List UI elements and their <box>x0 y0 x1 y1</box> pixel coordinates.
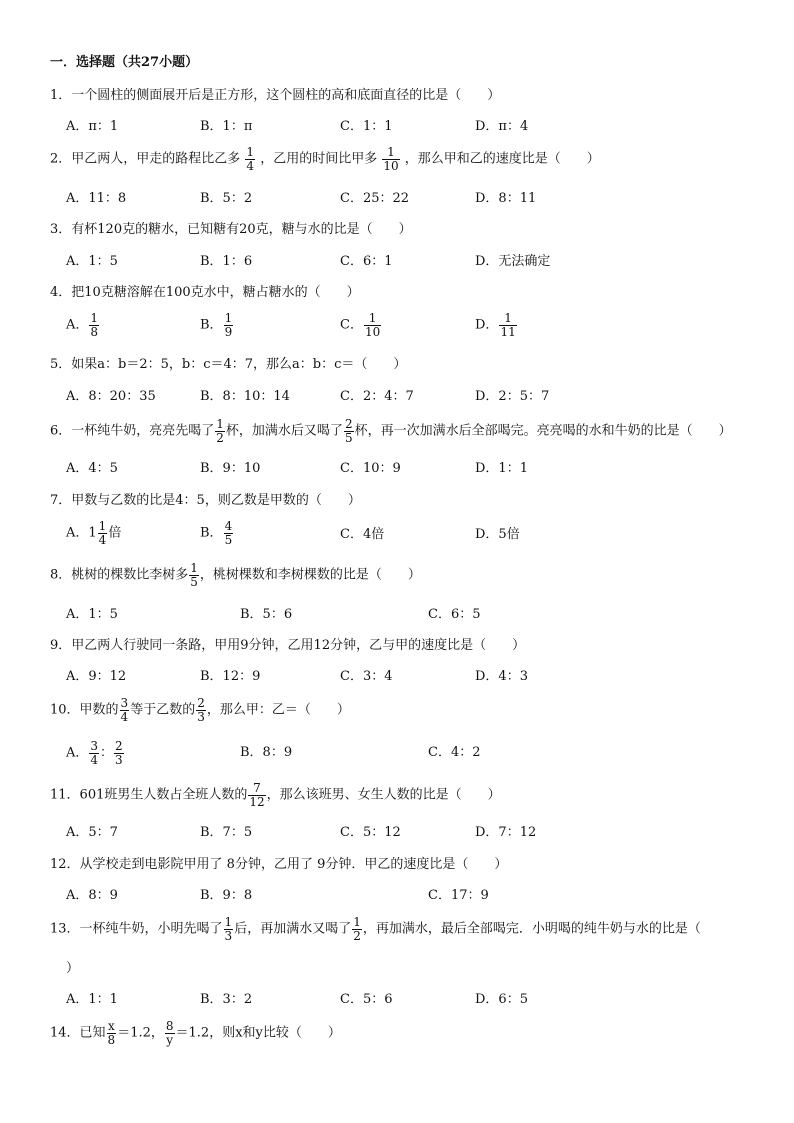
q8-option-a: A．1：5 <box>66 607 118 622</box>
q2-option-b: B．5：2 <box>200 191 253 206</box>
q1-option-c: C．1：1 <box>340 119 393 134</box>
q2-fraction-2-den: 10 <box>383 158 399 173</box>
q2-fraction-1-den: 4 <box>246 158 255 173</box>
q10-option-a-fraction-1 <box>89 740 99 766</box>
q7-option-b <box>200 520 234 546</box>
q10-option-a-sep: ： <box>100 745 114 761</box>
q6-option-c: C．10：9 <box>340 461 401 476</box>
q10-option-a-num-1: 3 <box>90 739 99 753</box>
q9-option-c: C．3：4 <box>340 669 393 684</box>
q11-option-c: C．5：12 <box>340 825 401 840</box>
q10-option-a-label: A． <box>66 745 89 761</box>
q13-fraction-1-num: 1 <box>224 915 233 929</box>
q4-option-a-den: 8 <box>90 324 99 339</box>
q5-option-d: D．2：5：7 <box>475 389 550 404</box>
q14-fraction-1-num: x <box>107 1019 115 1033</box>
q6-text-pre: 6．一杯纯牛奶，亮亮先喝了 <box>50 423 215 439</box>
q4-option-a-label: A． <box>66 317 89 333</box>
q2-option-c: C．25：22 <box>340 191 410 206</box>
q8-option-b: B．5：6 <box>240 607 293 622</box>
q7-option-a-label: A． <box>66 525 89 541</box>
q14-fraction-2 <box>165 1020 175 1046</box>
q11-text-pre: 11．601班男生人数占全班人数的 <box>50 787 248 803</box>
q11-fraction-1-num: 7 <box>248 782 265 796</box>
q6-fraction-2-den: 5 <box>344 430 353 445</box>
q3-option-c: C．6：1 <box>340 254 393 269</box>
question-1: 1．一个圆柱的侧面展开后是正方形，这个圆柱的高和底面直径的比是（ ） <box>50 88 501 103</box>
q10-option-b: B．8：9 <box>240 745 293 760</box>
q13-text-continuation: ） <box>66 961 80 976</box>
q11-option-a: A．5：7 <box>66 825 118 840</box>
q14-fraction-2-den: y <box>166 1032 174 1047</box>
q10-fraction-2 <box>196 697 206 723</box>
q12-option-a: A．8：9 <box>66 888 118 903</box>
question-11 <box>50 782 501 808</box>
q8-fraction-1-den: 5 <box>190 574 198 589</box>
q7-option-a-whole: 1 <box>88 525 97 541</box>
q2-fraction-1-num: 1 <box>246 145 255 159</box>
q2-fraction-2-num: 1 <box>382 146 399 160</box>
q6-text-post: 杯，再一次加满水后全部喝完。亮亮喝的水和牛奶的比是（ ） <box>354 423 732 439</box>
q4-option-c-den: 10 <box>364 324 381 339</box>
q4-option-d-fraction <box>499 312 516 338</box>
q2-text-mid: ，乙用的时间比甲多 <box>260 151 378 167</box>
question-13 <box>50 916 701 942</box>
question-12: 12．从学校走到电影院甲用了 8分钟，乙用了 9分钟．甲乙的速度比是（ ） <box>50 857 508 872</box>
question-4: 4．把10克糖溶解在100克水中，糖占糖水的（ ） <box>50 285 360 300</box>
q10-option-a-fraction-2 <box>114 740 124 766</box>
question-3: 3．有杯120克的糖水，已知糖有20克，糖与水的比是（ ） <box>50 222 412 237</box>
q7-option-a-fraction <box>98 520 108 546</box>
q1-option-a: A．π：1 <box>66 119 119 134</box>
q9-option-b: B．12：9 <box>200 669 261 684</box>
q4-option-a-fraction <box>89 312 99 338</box>
q6-option-b: B．9：10 <box>200 461 261 476</box>
q13-fraction-2-num: 1 <box>353 915 361 929</box>
q11-option-b: B．7：5 <box>200 825 253 840</box>
q10-fraction-1 <box>120 697 130 723</box>
q13-text-pre: 13．一杯纯牛奶，小明先喝了 <box>50 921 223 937</box>
q12-option-b: B．9：8 <box>200 888 253 903</box>
q12-option-c: C．17：9 <box>428 888 489 903</box>
q4-option-d <box>475 312 518 338</box>
question-9: 9．甲乙两人行驶同一条路，甲用9分钟，乙用12分钟，乙与甲的速度比是（ ） <box>50 638 526 653</box>
q14-fraction-1-den: 8 <box>107 1032 116 1047</box>
q4-option-d-label: D． <box>475 317 499 333</box>
q13-option-d: D．6：5 <box>475 992 528 1007</box>
q6-option-d: D．1：1 <box>475 461 528 476</box>
q10-fraction-2-num: 2 <box>197 696 205 710</box>
question-2 <box>50 146 600 172</box>
q13-text-mid: 后，再加满水又喝了 <box>234 921 352 937</box>
q11-fraction-1 <box>248 782 265 808</box>
q6-fraction-2-num: 2 <box>344 417 353 431</box>
q10-text-pre: 10．甲数的 <box>50 702 119 718</box>
q3-option-b: B．1：6 <box>200 254 253 269</box>
q7-option-b-den: 5 <box>224 532 233 547</box>
question-5: 5．如果a：b＝2：5，b：c＝4：7，那么a：b：c＝（ ） <box>50 357 407 372</box>
question-8 <box>50 562 421 588</box>
q7-option-b-label: B． <box>200 525 223 541</box>
q10-option-a-den-1: 4 <box>90 752 99 767</box>
question-6 <box>50 418 732 444</box>
q13-option-a: A．1：1 <box>66 992 118 1007</box>
q13-option-c: C．5：6 <box>340 992 393 1007</box>
q10-option-a-den-2: 3 <box>115 752 123 767</box>
q14-text-pre: 14．已知 <box>50 1025 106 1041</box>
q4-option-a <box>66 312 100 338</box>
q13-option-b: B．3：2 <box>200 992 253 1007</box>
q4-option-b-label: B． <box>200 317 223 333</box>
q10-option-a-num-2: 2 <box>115 739 123 753</box>
q4-option-a-num: 1 <box>90 311 99 325</box>
q10-text-mid: 等于乙数的 <box>130 702 196 718</box>
q2-text-pre: 2．甲乙两人，甲走的路程比乙多 <box>50 151 241 167</box>
q6-fraction-1-num: 1 <box>216 417 224 431</box>
q14-text-post: ＝1.2，则x和y比较（ ） <box>175 1025 341 1041</box>
q2-fraction-1 <box>245 146 255 172</box>
question-7: 7．甲数与乙数的比是4：5，则乙数是甲数的（ ） <box>50 493 361 508</box>
q14-fraction-2-num: 8 <box>165 1019 174 1033</box>
q6-fraction-1 <box>215 418 225 444</box>
q7-option-a <box>66 520 121 546</box>
q14-text-mid: ＝1.2， <box>117 1025 164 1041</box>
q4-option-c-num: 1 <box>364 312 381 326</box>
q1-option-b: B．1：π <box>200 119 253 134</box>
q9-option-a: A．9：12 <box>66 669 127 684</box>
q2-fraction-2 <box>382 146 399 172</box>
section-title: 一．选择题（共27小题） <box>50 55 199 70</box>
q10-text-post: ，那么甲：乙＝（ ） <box>206 702 350 718</box>
q7-option-a-den: 4 <box>98 532 107 547</box>
question-10 <box>50 697 350 723</box>
q4-option-c-fraction <box>364 312 381 338</box>
q5-option-b: B．8：10：14 <box>200 389 290 404</box>
q11-fraction-1-den: 12 <box>249 794 265 809</box>
q7-option-b-num: 4 <box>224 519 233 533</box>
q8-text-pre: 8．桃树的棵数比李树多 <box>50 567 189 583</box>
q2-option-a: A．11：8 <box>66 191 127 206</box>
q4-option-d-den: 11 <box>500 324 516 339</box>
q10-fraction-1-den: 4 <box>120 709 129 724</box>
q3-option-a: A．1：5 <box>66 254 118 269</box>
q4-option-b-fraction <box>224 312 234 338</box>
q7-option-c: C．4倍 <box>340 527 385 542</box>
q7-option-a-suffix: 倍 <box>108 525 122 541</box>
q4-option-c-label: C． <box>340 317 363 333</box>
q11-option-d: D．7：12 <box>475 825 537 840</box>
q13-fraction-2 <box>352 916 362 942</box>
q8-fraction-1 <box>189 562 199 588</box>
q10-fraction-2-den: 3 <box>197 709 205 724</box>
q4-option-b-den: 9 <box>224 324 233 339</box>
q9-option-d: D．4：3 <box>475 669 528 684</box>
q8-option-c: C．6：5 <box>428 607 481 622</box>
q8-text-post: ，桃树棵数和李树棵数的比是（ ） <box>199 567 421 583</box>
q13-text-post: ，再加满水，最后全部喝完．小明喝的纯牛奶与水的比是（ <box>362 921 701 937</box>
q4-option-b-num: 1 <box>224 311 233 325</box>
q4-option-d-num: 1 <box>499 312 516 326</box>
q11-text-post: ，那么该班男、女生人数的比是（ ） <box>266 787 501 803</box>
question-14 <box>50 1020 341 1046</box>
q5-option-a: A．8：20：35 <box>66 389 156 404</box>
q6-option-a: A．4：5 <box>66 461 118 476</box>
q3-option-d: D．无法确定 <box>475 254 551 269</box>
q6-text-mid: 杯，加满水后又喝了 <box>225 423 343 439</box>
q2-option-d: D．8：11 <box>475 191 537 206</box>
q6-fraction-2 <box>344 418 354 444</box>
q10-option-a <box>66 740 125 766</box>
q13-fraction-1 <box>224 916 234 942</box>
q4-option-c <box>340 312 382 338</box>
q8-fraction-1-num: 1 <box>190 561 198 575</box>
q10-option-c: C．4：2 <box>428 745 481 760</box>
q10-fraction-1-num: 3 <box>120 696 129 710</box>
q7-option-b-fraction <box>224 520 234 546</box>
q7-option-a-num: 1 <box>98 519 107 533</box>
q4-option-b <box>200 312 234 338</box>
q7-option-d: D．5倍 <box>475 527 520 542</box>
q14-fraction-1 <box>107 1020 117 1046</box>
q13-fraction-1-den: 3 <box>224 928 233 943</box>
q2-text-post: ，那么甲和乙的速度比是（ ） <box>404 151 600 167</box>
q6-fraction-1-den: 2 <box>216 430 224 445</box>
q5-option-c: C．2：4：7 <box>340 389 414 404</box>
q13-fraction-2-den: 2 <box>353 928 361 943</box>
q1-option-d: D．π：4 <box>475 119 529 134</box>
